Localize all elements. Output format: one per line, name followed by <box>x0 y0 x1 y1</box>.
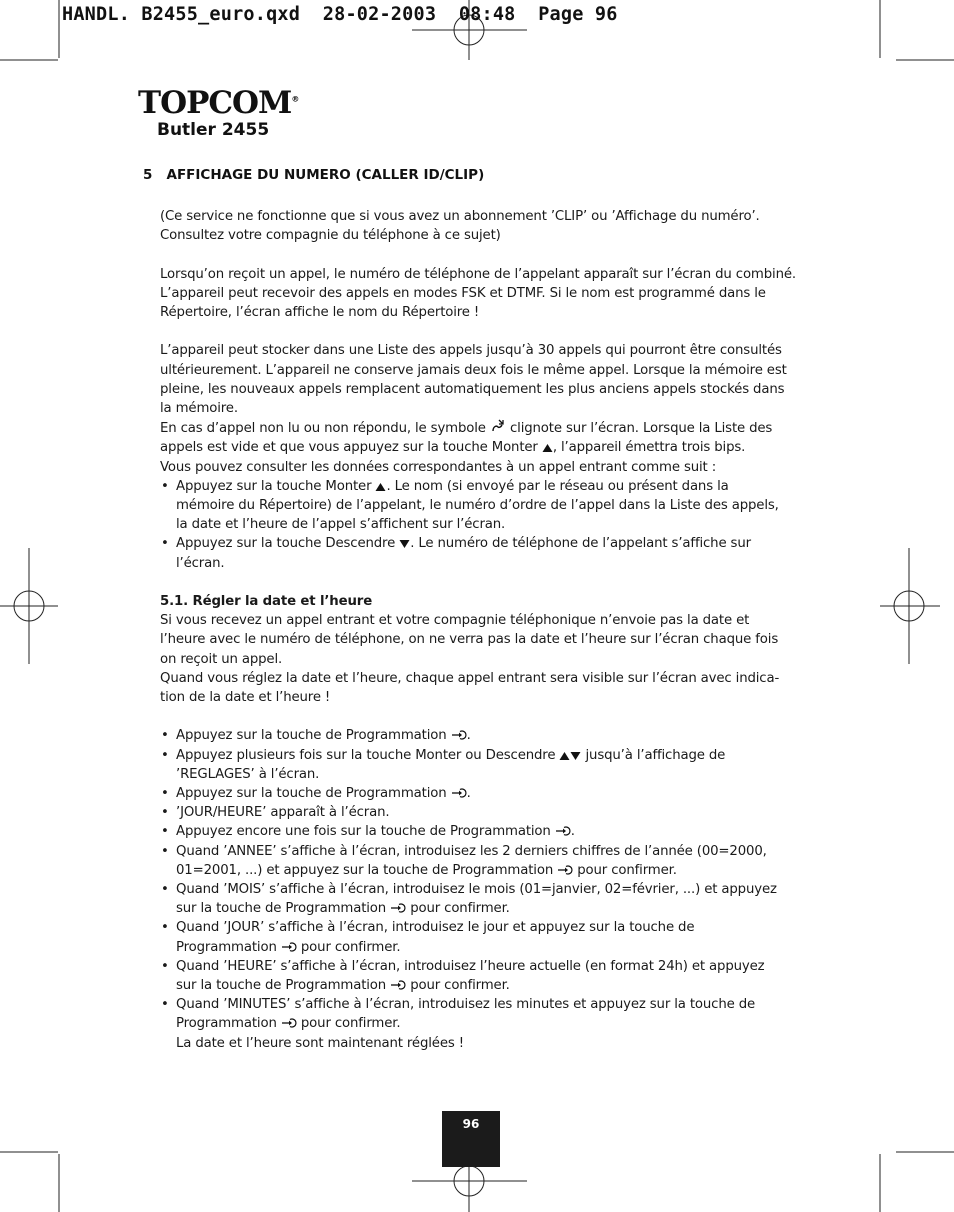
list-line-1: L’appareil peut stocker dans une Liste des appels jusqu’à 30 appels qui pourront être consultés <box>160 343 782 359</box>
setting-steps <box>160 726 800 1052</box>
list-item: • Appuyez sur la touche de Programmation . <box>160 784 800 803</box>
subsection-line-1: Si vous recevez un appel entrant et votre compagnie téléphonique n’envoie pas la date et <box>160 613 750 629</box>
list-item: • Appuyez encore une fois sur la touche de Programmation . <box>160 822 800 841</box>
program-key-icon <box>451 729 467 741</box>
program-key-icon <box>281 941 297 953</box>
page-number: 96 <box>442 1111 500 1167</box>
missed-call-icon <box>490 418 506 434</box>
final-note: La date et l’heure sont maintenant réglées ! <box>176 1035 464 1051</box>
logo-text: TOPCOM <box>138 85 292 121</box>
caller-line-2: L’appareil peut recevoir des appels en modes FSK et DTMF. Si le nom est programmé dans le <box>160 285 766 301</box>
model-name: Butler 2455 <box>157 120 270 140</box>
subsection-line-4: Quand vous réglez la date et l’heure, chaque appel entrant sera visible sur l’écran avec indica- <box>160 670 780 686</box>
section-heading <box>143 167 484 183</box>
section-title: AFFICHAGE DU NUMERO (CALLER ID/CLIP) <box>166 167 485 183</box>
consult-steps <box>160 477 800 573</box>
file-slug: HANDL. B2455_euro.qxd 28-02-2003 08:48 Page 96 <box>62 4 618 25</box>
list-item: • Quand ’JOUR’ s’affiche à l’écran, introduisez le jour et appuyez sur la touche de Programmation pour confirmer. <box>160 918 800 956</box>
list-item: • Appuyez sur la touche de Programmation . <box>160 726 800 745</box>
down-arrow-icon <box>399 539 410 549</box>
empty-list-line: appels est vide et que vous appuyez sur la touche Monter , l’appareil émettra trois bips. <box>160 440 746 456</box>
subsection-title: 5.1. Régler la date et l’heure <box>160 594 373 610</box>
program-key-icon <box>390 902 406 914</box>
registered-mark: ® <box>291 94 299 104</box>
program-key-icon <box>451 787 467 799</box>
up-arrow-icon <box>559 751 570 761</box>
program-key-icon <box>390 979 406 991</box>
subsection-line-2: l’heure avec le numéro de téléphone, on ne verra pas la date et l’heure sur l’écran chaque fois <box>160 632 779 648</box>
list-line-3: pleine, les nouveaux appels remplacent automatiquement les plus anciens appels stockés dans <box>160 381 785 397</box>
program-key-icon <box>557 864 573 876</box>
list-item: • Appuyez sur la touche Descendre . Le numéro de téléphone de l’appelant s’affiche sur l’écran. <box>160 534 800 572</box>
list-item: • Quand ’MINUTES’ s’affiche à l’écran, introduisez les minutes et appuyez sur la touche de Programmation pour confirmer. La date et l’heure sont maintenant réglées ! <box>160 995 800 1053</box>
list-item: • ’JOUR/HEURE’ apparaît à l’écran. <box>160 803 800 822</box>
list-item: • Quand ’HEURE’ s’affiche à l’écran, introduisez l’heure actuelle (en format 24h) et appuyez sur la touche de Programmation pour confirmer. <box>160 957 800 995</box>
list-item: • Appuyez plusieurs fois sur la touche Monter ou Descendre jusqu’à l’affichage de ’REGLAGES’ à l’écran. <box>160 746 800 784</box>
intro-line-1: (Ce service ne fonctionne que si vous avez un abonnement ’CLIP’ ou ’Affichage du numéro’. <box>160 209 760 224</box>
subsection-line-5: tion de la date et l’heure ! <box>160 690 331 706</box>
list-item: • Appuyez sur la touche Monter . Le nom (si envoyé par le réseau ou présent dans la mémoire du Répertoire) de l’appelant, le numéro d’ordre de l’appel dans la Liste des appels, la date et l’heure de l’appel s’affichent sur l’écran. <box>160 477 800 535</box>
document-body <box>160 207 800 1053</box>
program-key-icon <box>281 1017 297 1029</box>
caller-line-1: Lorsqu’on reçoit un appel, le numéro de téléphone de l’appelant apparaît sur l’écran du combiné. <box>160 266 796 282</box>
up-arrow-icon <box>542 443 553 453</box>
consult-line: Vous pouvez consulter les données correspondantes à un appel entrant comme suit : <box>160 459 717 475</box>
up-arrow-icon <box>375 482 386 492</box>
section-number: 5 <box>143 167 153 183</box>
list-item: • Quand ’ANNEE’ s’affiche à l’écran, introduisez les 2 derniers chiffres de l’année (00=2000, 01=2001, ...) et appuyez sur la touche de Programmation pour confirmer. <box>160 842 800 880</box>
intro-line-2: Consultez votre compagnie du téléphone à ce sujet) <box>160 228 501 244</box>
list-line-2: ultérieurement. L’appareil ne conserve jamais deux fois le même appel. Lorsque la mémoire est <box>160 362 787 378</box>
list-line-4: la mémoire. <box>160 401 238 416</box>
caller-line-3: Répertoire, l’écran affiche le nom du Répertoire ! <box>160 305 480 320</box>
down-arrow-icon <box>570 751 581 761</box>
list-item: • Quand ’MOIS’ s’affiche à l’écran, introduisez le mois (01=janvier, 02=février, ...) et appuyez sur la touche de Programmation pour confirmer. <box>160 880 800 918</box>
subsection-line-3: on reçoit un appel. <box>160 651 283 667</box>
topcom-logo <box>138 85 299 121</box>
missed-call-line: En cas d’appel non lu ou non répondu, le symbole clignote sur l’écran. Lorsque la Liste des <box>160 418 800 438</box>
program-key-icon <box>555 825 571 837</box>
